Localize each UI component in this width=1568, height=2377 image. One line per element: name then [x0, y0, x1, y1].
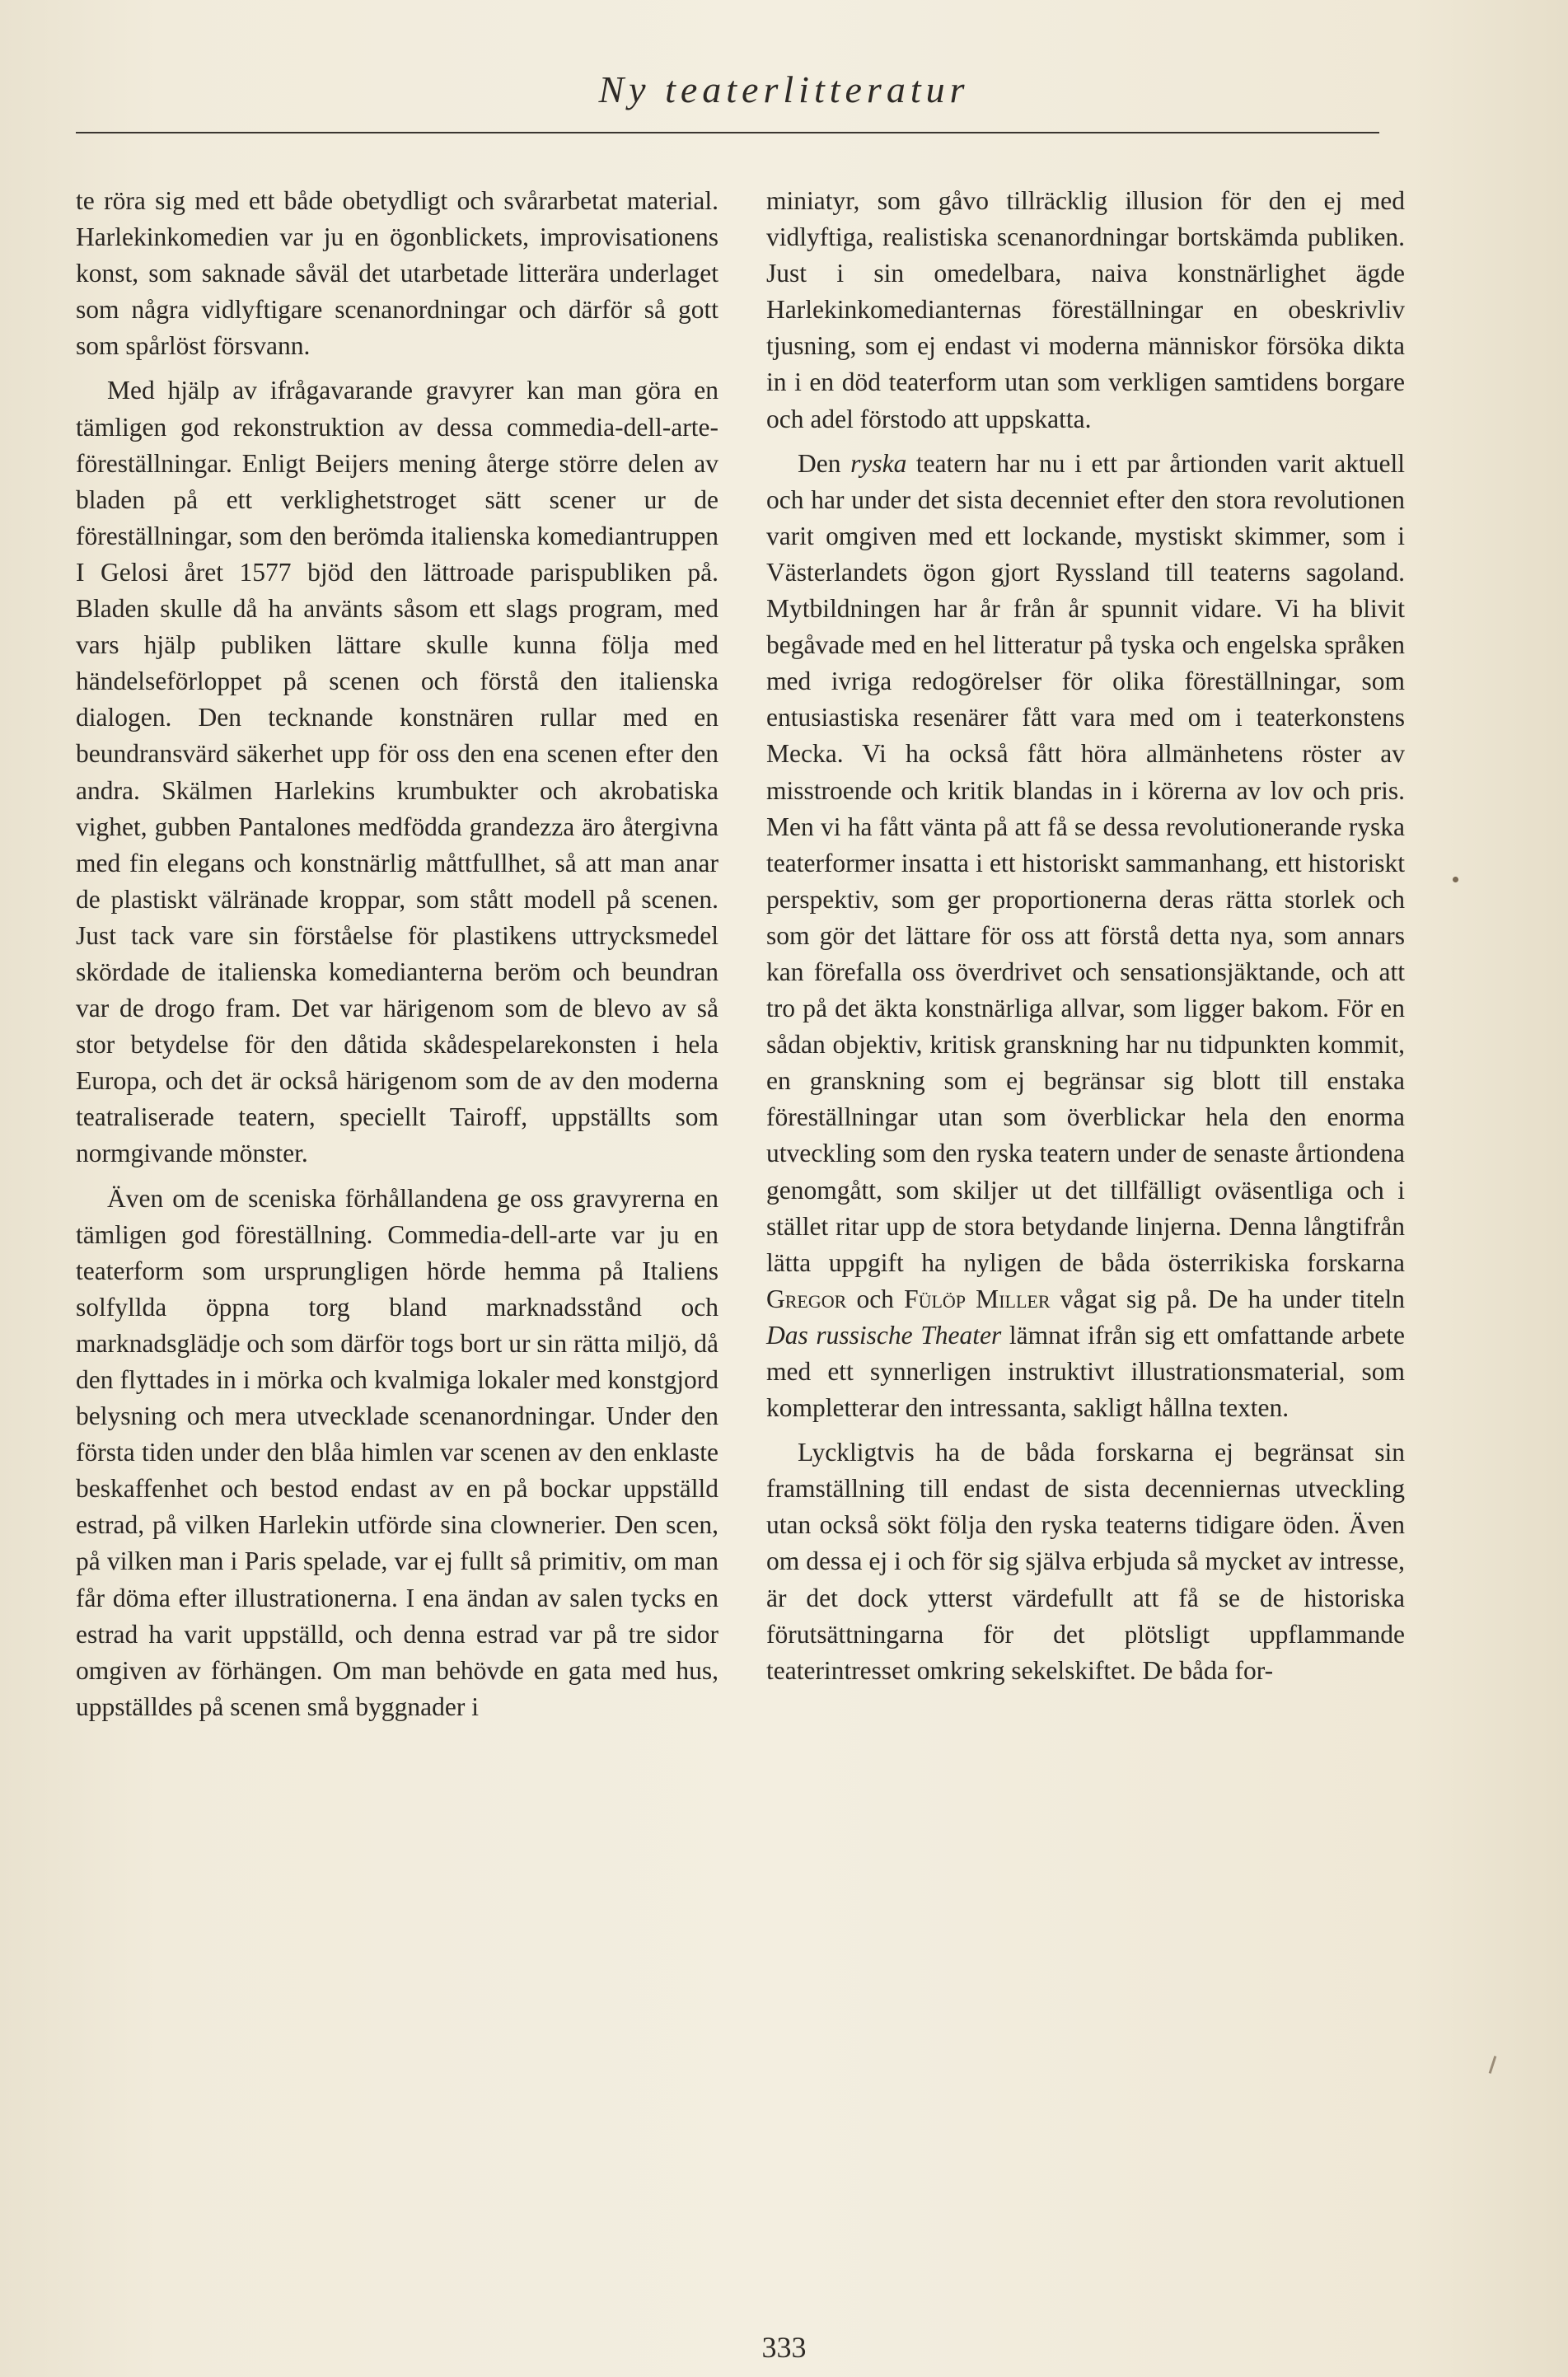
- book-title: Das russische Theater: [766, 1320, 1002, 1350]
- right-paragraph-2: [766, 446, 1405, 1427]
- p2-rest: teatern har nu i ett par årtionden varit aktuell och har under det sista decenniet efter den stora revolutionen varit omgiven med ett lockande, mystiskt skimmer, som i Västerlandets ögon gjort Ryssland till teaterns sagoland. Mytbildningen har år från år spunnit vidare. Vi ha blivit begåvade med en hel litteratur på tyska och engelska språken med ivriga redogörelser för olika föreställningar, som entusiastiska resenärer fått vara med om i teaterkonstens Mecka. Vi ha också fått höra allmänhetens röster av misstroende och kritik blandas in i körerna av lov och pris. Men vi ha fått vänta på att få se dessa revolutionerande ryska teaterformer insatta i ett historiskt sammanhang, ett historiskt perspektiv, som ger proportionerna deras rätta storlek och som gör det lättare för oss att förstå detta nya, som annars kan förefalla oss överdrivet och sensationsjäktande, och att tro på det äkta konstnärliga allvar, som ligger bakom. För en sådan objektiv, kritisk granskning har nu tidpunkten kommit, en granskning som ej begränsar sig blott till enstaka föreställningar utan som överblickar hela den enorma utveckling som den ryska teatern under de senaste årtiondena genomgått, som skiljer ut det tillfälligt oväsentliga och i stället ritar upp de stora betydande linjerna. Denna långtifrån lätta uppgift ha nyligen de båda österrikiska forskarna: [766, 448, 1406, 1277]
- right-paragraph-1: miniatyr, som gåvo tillräcklig illusion för den ej med vidlyftiga, realistiska scenanordningar bortskämda publiken. Just i sin omedelbara, naiva konstnärlighet ägde Harlekinkomedianternas föreställningar en obeskrivliv tjusning, som ej endast vi moderna människor försöka dikta in i en död teaterform utan som verkligen samtidens borgare och adel förstodo att uppskatta.: [766, 186, 1405, 433]
- p2-after-names: vågat sig på. De ha under titeln: [1050, 1284, 1405, 1313]
- margin-pencil-mark: [1489, 2056, 1497, 2074]
- margin-dot-mark: [1453, 877, 1458, 882]
- left-paragraph-2: Med hjälp av ifrågavarande gravyrer kan man göra en tämligen god rekonstruktion av dessa commedia-dell-arte-föreställningar. Enligt Beijers mening återge större delen av bladen på ett verklighetstroget sätt scener ur de föreställningar, som den berömda italienska komediantruppen I Gelosi året 1577 bjöd den lättroade parispubliken på. Bladen skulle då ha använts såsom ett slags program, med vars hjälp publiken lättare skulle kunna följa med händelseförloppet på scenen och förstå den italienska dialogen. Den tecknande konstnären rullar med en beundransvärd säkerhet upp för oss den ena scenen efter den andra. Skälmen Harlekins krumbukter och akrobatiska vighet, gubben Pantalones medfödda grandezza äro återgivna med fin elegans och konstnärlig måttfullhet, så att man anar de plastiskt välränade kroppar, som stått modell på scenen. Just tack vare sin förståelse för plastikens uttrycksmedel skördade de italienska komedianterna beröm och beundran var de drogo fram. Det var härigenom som de blevo av så stor betydelse för den dåtida skådespelarekonsten i hela Europa, och det är också härigenom som de av den moderna teatraliserade teatern, speciellt Tairoff, uppställts som normgivande mönster.: [76, 376, 718, 1168]
- left-paragraph-3: Även om de sceniska förhållandena ge oss gravyrerna en tämligen god föreställning. Commedia-dell-arte var ju en teaterform som ursprungligen hörde hemma på Italiens solfyllda öppna torg bland marknadsstånd och marknadsglädje och som därför togs bort ur sin rätta miljö, då den flyttades in i mörka och kvalmiga lokaler med konstgjord belysning och mera utvecklade scenanordningar. Under den första tiden under den blåa himlen var scenen av den enklaste beskaffenhet och bestod endast av en på bockar uppställd estrad, på vilken Harlekin utförde sina clownerier. Den scen, på vilken man i Paris spelade, var ej fullt så primitiv, om man får döma efter illustrationerna. I ena ändan av salen tycks en estrad ha varit uppställd, och denna estrad var på tre sidor omgiven av förhängen. Om man behövde en gata med hus, uppställdes på scenen små byggnader i: [76, 1183, 718, 1721]
- author-fulop-miller: Fülöp Miller: [904, 1284, 1051, 1313]
- p2-mid: och: [846, 1284, 905, 1313]
- author-gregor: Gregor: [766, 1284, 847, 1313]
- page-number: 333: [761, 2331, 807, 2364]
- left-column: [76, 183, 718, 1734]
- right-column: [766, 183, 1405, 1697]
- p2-end: lämnat ifrån sig ett omfattande arbete med ett synnerligen instruktivt illustrationsmaterial, som kompletterar den intressanta, sakligt hållna texten.: [766, 1320, 1405, 1423]
- left-paragraph-1: te röra sig med ett både obetydligt och svårarbetat material. Harlekinkomedien var ju en ögonblickets, improvisationens konst, som saknade såväl det utarbetade litterära underlaget som några vidlyftigare scenanordningar och därför så gott som spårlöst försvann.: [76, 186, 718, 361]
- italic-ryska: ryska: [850, 448, 907, 478]
- running-head-title: Ny teaterlitteratur: [598, 68, 970, 110]
- right-paragraph-3: Lyckligtvis ha de båda forskarna ej begränsat sin framställning till endast de sista decenniernas utveckling utan också sökt följa den ryska teaterns tidigare öden. Även om dessa ej i och för sig själva erbjuda så mycket av intresse, är det dock ytterst värdefullt att få se de historiska förutsättningarna för det plötsligt uppflammande teaterintresset omkring sekelskiftet. De båda for-: [766, 1438, 1405, 1685]
- header-rule: [76, 132, 1379, 133]
- p2-lead: Den: [798, 448, 851, 478]
